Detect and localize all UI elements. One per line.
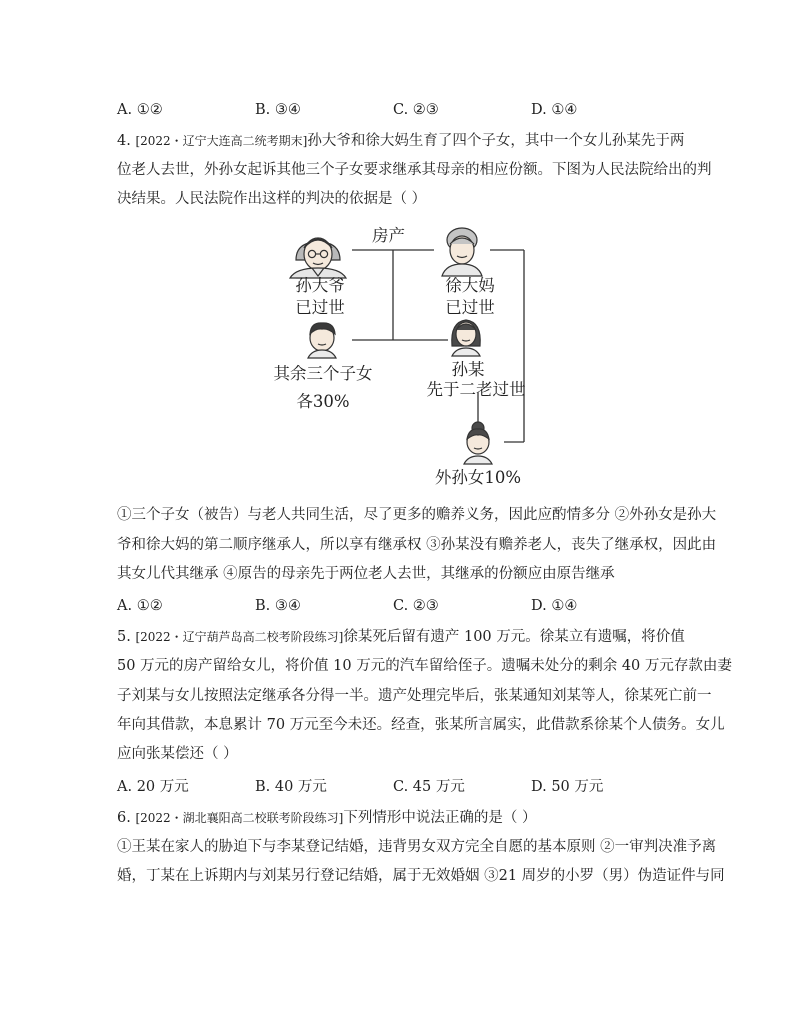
grandpa-name: 孙大爷: [295, 276, 345, 295]
daughter-status: 先于二老过世: [426, 380, 526, 399]
q5-option-d[interactable]: D. 50 万元: [531, 779, 604, 795]
daughter-avatar-icon: [452, 320, 480, 356]
q5-option-b[interactable]: B. 40 万元: [255, 779, 327, 795]
grandma-status: 已过世: [445, 298, 495, 317]
q5-line-3: 子刘某与女儿按照法定继承各分得一半。遗产处理完毕后，张某通知刘某等人，徐某死亡前一: [117, 688, 712, 704]
q6-source: [2022・湖北襄阳高二校联考阶段练习]: [135, 811, 344, 825]
q4-line-1: 4. [2022・辽宁大连高二统考期末]孙大爷和徐大妈生育了四个子女，其中一个女儿孙某先于两: [117, 133, 685, 149]
q4-statement-3: 其女儿代其继承 ④原告的母亲先于两位老人去世，其继承的份额应由原告继承: [117, 566, 615, 582]
q4-statement-1: ①三个子女（被告）与老人共同生活，尽了更多的赡养义务，因此应酌情多分 ②外孙女是孙大: [117, 507, 717, 523]
q5-line-4: 年向其借款，本息累计 70 万元至今未还。经查，张某所言属实，此借款系徐某个人债务。女儿: [117, 717, 725, 733]
q3-option-d[interactable]: D. ①④: [531, 102, 578, 118]
grandpa-avatar-icon: [290, 238, 346, 278]
q3-option-b[interactable]: B. ③④: [255, 102, 301, 118]
granddaughter-share: 外孙女10%: [434, 468, 522, 487]
children-share: 各30%: [296, 392, 350, 411]
grandma-avatar-icon: [442, 228, 482, 276]
diagram-lines: [268, 222, 538, 492]
q5-line-2: 50 万元的房产留给女儿，将价值 10 万元的汽车留给侄子。遗嘱未处分的剩余 40 万元存款由妻: [117, 658, 732, 674]
q5-option-c[interactable]: C. 45 万元: [393, 779, 465, 795]
q6-line-3: 婚，丁某在上诉期内与刘某另行登记结婚，属于无效婚姻 ③21 周岁的小罗（男）伪造证件与同: [117, 868, 725, 884]
q5-line-5: 应向张某偿还（ ）: [117, 746, 238, 762]
q4-option-d[interactable]: D. ①④: [531, 598, 578, 614]
q4-option-a[interactable]: A. ①②: [117, 598, 163, 614]
son-avatar-icon: [308, 323, 336, 358]
q5-option-a[interactable]: A. 20 万元: [117, 779, 189, 795]
q5-line-1: 5. [2022・辽宁葫芦岛高二校考阶段练习]徐某死后留有遗产 100 万元。徐某立有遗嘱，将价值: [117, 629, 685, 645]
q4-source: [2022・辽宁大连高二统考期末]: [135, 134, 308, 148]
q6-line-2: ①王某在家人的胁迫下与李某登记结婚，违背男女双方完全自愿的基本原则 ②一审判决准予离: [117, 839, 717, 855]
q4-option-c[interactable]: C. ②③: [393, 598, 439, 614]
grandma-name: 徐大妈: [445, 276, 495, 295]
granddaughter-avatar-icon: [464, 422, 492, 464]
children-label: 其余三个子女: [273, 364, 373, 383]
q4-statement-2: 爷和徐大妈的第二顺序继承人，所以享有继承权 ③孙某没有赡养老人，丧失了继承权，因此由: [117, 537, 717, 553]
q6-line-1: 6. [2022・湖北襄阳高二校联考阶段练习]下列情形中说法正确的是（ ）: [117, 810, 537, 826]
q4-line-2: 位老人去世，外孙女起诉其他三个子女要求继承其母亲的相应份额。下图为人民法院给出的判: [117, 162, 712, 178]
daughter-name: 孙某: [451, 360, 485, 379]
grandpa-status: 已过世: [295, 298, 345, 317]
diagram-top-label: 房产: [372, 226, 405, 245]
q4-option-b[interactable]: B. ③④: [255, 598, 301, 614]
q3-option-c[interactable]: C. ②③: [393, 102, 439, 118]
inheritance-diagram: [268, 222, 538, 492]
q3-option-a[interactable]: A. ①②: [117, 102, 163, 118]
q4-line-3: 决结果。人民法院作出这样的判决的依据是（ ）: [117, 191, 427, 207]
q5-source: [2022・辽宁葫芦岛高二校考阶段练习]: [135, 630, 344, 644]
